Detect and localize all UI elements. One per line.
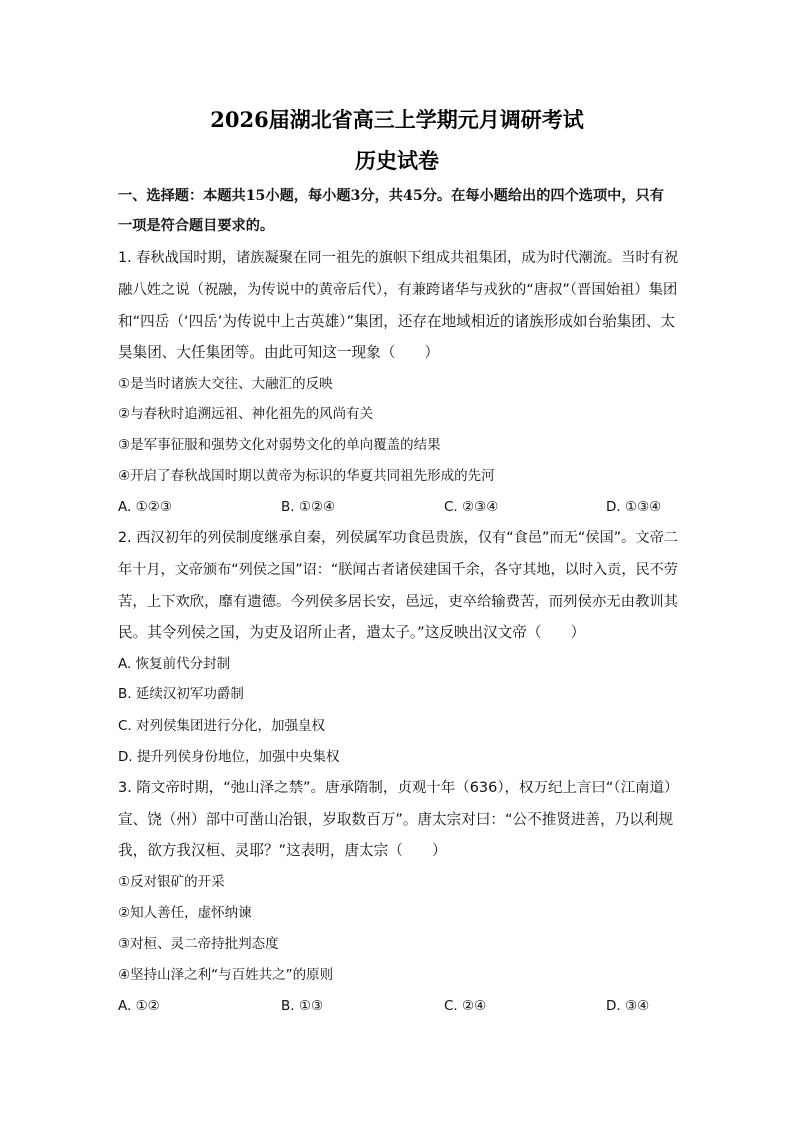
section-instruction-line-2: 一项是符合题目要求的。: [118, 218, 275, 234]
q2-stem-line: 苦，上下欢欣，靡有遗德。今列侯多居长安，邑远，吏卒给输费苦，而列侯亦无由教训其: [118, 594, 679, 610]
q3-statement: ①反对银矿的开采: [118, 874, 225, 890]
q1-option-b[interactable]: B. ①②④: [281, 499, 336, 515]
q1-stem-line: 融八姓之说（祝融，为传说中的黄帝后代），有兼跨诸华与戎狄的“唐叔”（晋国始祖）集团: [118, 282, 678, 298]
q1-option-d[interactable]: D. ①③④: [606, 499, 662, 515]
q3-statement: ②知人善任，虚怀纳谏: [118, 905, 252, 921]
q2-option-d[interactable]: D. 提升列侯身份地位，加强中央集权: [118, 749, 340, 765]
q1-option-c[interactable]: C. ②③④: [444, 499, 499, 515]
q2-option-a[interactable]: A. 恢复前代分封制: [118, 656, 231, 672]
q1-statement: ③是军事征服和强势文化对弱势文化的单向覆盖的结果: [118, 437, 441, 453]
q1-stem-line: 和“四岳（‘四岳’为传说中上古英雄）”集团，还存在地域相近的诸族形成如台骀集团、太: [118, 313, 676, 330]
q3-stem-line: 3. 隋文帝时期，“弛山泽之禁”。唐承隋制，贞观十年（636），权万纪上言曰“（江南道）: [118, 780, 679, 796]
q2-stem-line: 年十月，文帝颁布“列侯之国”诏：“朕闻古者诸侯建国千余，各守其地，以时入贡，民不劳: [118, 562, 678, 578]
q3-option-a[interactable]: A. ①②: [118, 998, 160, 1014]
q1-statement: ①是当时诸族大交往、大融汇的反映: [118, 376, 333, 392]
q2-stem-line: 民。其令列侯之国，为吏及诏所止者，遣太子。”这反映出汉文帝（ ）: [118, 624, 586, 641]
q1-statement: ④开启了春秋战国时期以黄帝为标识的华夏共同祖先形成的先河: [118, 468, 495, 484]
q3-statement: ④坚持山泽之利“与百姓共之”的原则: [118, 967, 334, 983]
q2-option-c[interactable]: C. 对列侯集团进行分化，加强皇权: [118, 718, 326, 734]
q2-stem-line: 2. 西汉初年的列侯制度继承自秦，列侯属军功食邑贵族，仅有“食邑”而无“侯国”。文帝二: [118, 530, 679, 546]
q3-option-c[interactable]: C. ②④: [444, 998, 487, 1014]
q1-stem-line: 昊集团、大任集团等。由此可知这一现象（ ）: [118, 344, 440, 361]
q3-option-d[interactable]: D. ③④: [606, 998, 650, 1014]
q3-option-b[interactable]: B. ①③: [281, 998, 324, 1014]
q1-statement: ②与春秋时追溯远祖、神化祖先的风尚有关: [118, 406, 374, 422]
q3-stem-line: 宣、饶（州）部中可凿山冶银，岁取数百万”。唐太宗对曰：“公不推贤进善，乃以利规: [118, 811, 674, 828]
q1-option-a[interactable]: A. ①②③: [118, 499, 172, 515]
q2-option-b[interactable]: B. 延续汉初军功爵制: [118, 686, 244, 702]
q3-statement: ③对桓、灵二帝持批判态度: [118, 936, 279, 952]
exam-title: 2026届湖北省高三上学期元月调研考试: [210, 107, 584, 132]
section-instruction-line-1: 一、选择题：本题共15小题，每小题3分，共45分。在每小题给出的四个选项中，只有: [118, 188, 664, 204]
q3-stem-line: 我，欲方我汉桓、灵耶？”这表明，唐太宗（ ）: [118, 842, 447, 859]
q1-stem-line: 1. 春秋战国时期，诸族凝聚在同一祖先的旗帜下组成共祖集团，成为时代潮流。当时有祝: [118, 250, 679, 266]
exam-subtitle: 历史试卷: [355, 148, 439, 173]
